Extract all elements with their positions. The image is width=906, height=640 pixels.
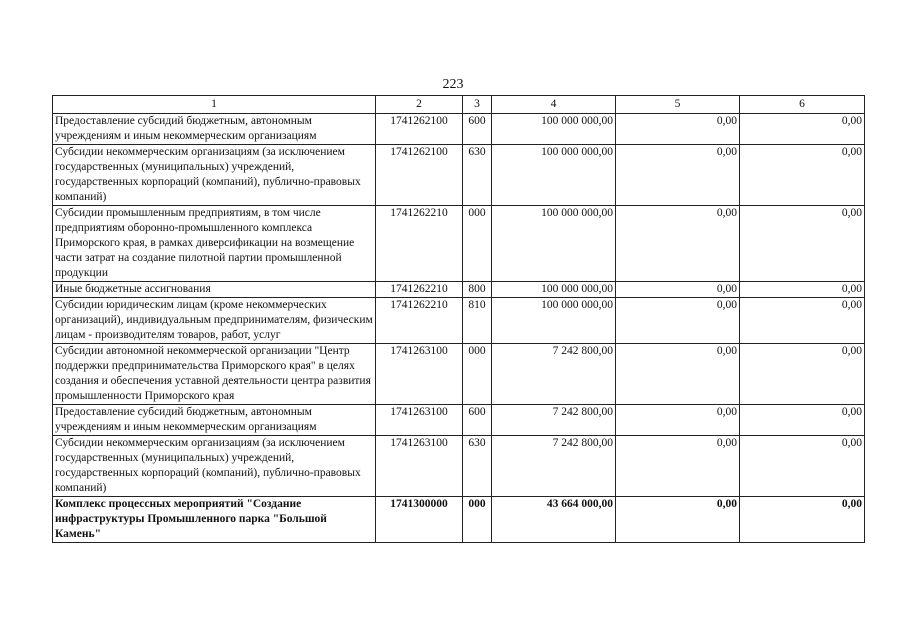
column-header: 4 — [492, 96, 616, 114]
row-amount-cell: 100 000 000,00 — [492, 206, 616, 282]
row-amount-cell: 0,00 — [740, 405, 865, 436]
column-number-row — [53, 96, 865, 114]
row-amount-cell: 0,00 — [616, 114, 740, 145]
column-header: 1 — [53, 96, 376, 114]
row-code-cell: 1741262210 — [376, 298, 463, 344]
row-expense-type-cell: 630 — [463, 436, 492, 497]
row-amount-cell: 7 242 800,00 — [492, 436, 616, 497]
row-amount-cell: 0,00 — [740, 298, 865, 344]
table-row — [53, 298, 865, 344]
table-row — [53, 405, 865, 436]
column-header: 5 — [616, 96, 740, 114]
row-code-cell: 1741262210 — [376, 206, 463, 282]
row-expense-type-cell: 810 — [463, 298, 492, 344]
row-code-cell: 1741262100 — [376, 145, 463, 206]
row-amount-cell: 100 000 000,00 — [492, 298, 616, 344]
row-amount-cell: 0,00 — [616, 436, 740, 497]
row-amount-cell: 0,00 — [740, 282, 865, 298]
row-name-cell: Предоставление субсидий бюджетным, автономным учреждениям и иным некоммерческим организациям — [53, 405, 376, 436]
row-amount-cell: 0,00 — [740, 114, 865, 145]
row-amount-cell: 7 242 800,00 — [492, 344, 616, 405]
row-amount-cell: 0,00 — [616, 344, 740, 405]
table-row — [53, 282, 865, 298]
row-amount-cell: 0,00 — [740, 206, 865, 282]
row-amount-cell: 0,00 — [740, 497, 865, 543]
row-amount-cell: 43 664 000,00 — [492, 497, 616, 543]
row-name-cell: Субсидии автономной некоммерческой организации "Центр поддержки предпринимательства Приморского края" в целях создания и обеспечения уставной деятельности центра развития промышленности Приморского края — [53, 344, 376, 405]
table-row — [53, 206, 865, 282]
row-amount-cell: 0,00 — [740, 436, 865, 497]
row-amount-cell: 0,00 — [616, 145, 740, 206]
row-expense-type-cell: 000 — [463, 497, 492, 543]
row-name-cell: Комплекс процессных мероприятий "Создание инфраструктуры Промышленного парка "Большой Камень" — [53, 497, 376, 543]
column-header: 3 — [463, 96, 492, 114]
row-code-cell: 1741263100 — [376, 436, 463, 497]
row-amount-cell: 100 000 000,00 — [492, 145, 616, 206]
table-row — [53, 114, 865, 145]
row-code-cell: 1741263100 — [376, 344, 463, 405]
row-code-cell: 1741262210 — [376, 282, 463, 298]
row-expense-type-cell: 800 — [463, 282, 492, 298]
row-name-cell: Субсидии промышленным предприятиям, в том числе предприятиям оборонно-промышленного комплекса Приморского края, в рамках диверсификации на возмещение части затрат на создание пилотной партии промышленной продукции — [53, 206, 376, 282]
row-code-cell: 1741300000 — [376, 497, 463, 543]
row-name-cell: Субсидии юридическим лицам (кроме некоммерческих организаций), индивидуальным предпринимателям, физическим лицам - производителям товаров, работ, услуг — [53, 298, 376, 344]
row-amount-cell: 100 000 000,00 — [492, 282, 616, 298]
row-amount-cell: 0,00 — [616, 206, 740, 282]
row-name-cell: Предоставление субсидий бюджетным, автономным учреждениям и иным некоммерческим организациям — [53, 114, 376, 145]
row-amount-cell: 7 242 800,00 — [492, 405, 616, 436]
table-row — [53, 497, 865, 543]
row-expense-type-cell: 600 — [463, 405, 492, 436]
table-body — [53, 114, 865, 543]
row-expense-type-cell: 000 — [463, 206, 492, 282]
row-amount-cell: 0,00 — [740, 145, 865, 206]
row-code-cell: 1741262100 — [376, 114, 463, 145]
row-amount-cell: 100 000 000,00 — [492, 114, 616, 145]
table-row — [53, 145, 865, 206]
page-number: 223 — [442, 77, 464, 92]
row-amount-cell: 0,00 — [616, 298, 740, 344]
row-amount-cell: 0,00 — [616, 405, 740, 436]
row-expense-type-cell: 630 — [463, 145, 492, 206]
row-name-cell: Субсидии некоммерческим организациям (за исключением государственных (муниципальных) учреждений, государственных корпораций (компаний), публично-правовых компаний) — [53, 436, 376, 497]
table-row — [53, 436, 865, 497]
row-name-cell: Иные бюджетные ассигнования — [53, 282, 376, 298]
table-row — [53, 344, 865, 405]
row-name-cell: Субсидии некоммерческим организациям (за исключением государственных (муниципальных) учреждений, государственных корпораций (компаний), публично-правовых компаний) — [53, 145, 376, 206]
column-header: 2 — [376, 96, 463, 114]
row-expense-type-cell: 000 — [463, 344, 492, 405]
row-expense-type-cell: 600 — [463, 114, 492, 145]
column-header: 6 — [740, 96, 865, 114]
row-amount-cell: 0,00 — [616, 497, 740, 543]
row-amount-cell: 0,00 — [740, 344, 865, 405]
budget-table — [52, 95, 865, 543]
row-amount-cell: 0,00 — [616, 282, 740, 298]
row-code-cell: 1741263100 — [376, 405, 463, 436]
